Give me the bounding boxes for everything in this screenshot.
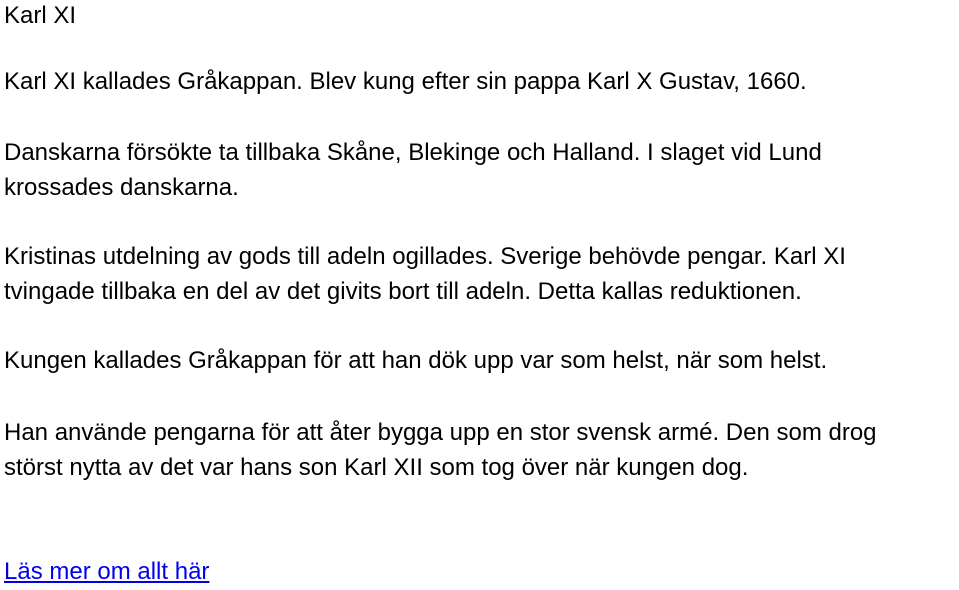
read-more-link[interactable]: Läs mer om allt här	[4, 558, 210, 585]
paragraph-5-line-2: störst nytta av det var hans son Karl XII som tog över när kungen dog.	[4, 454, 749, 481]
paragraph-3-line-2: tvingade tillbaka en del av det givits bort till adeln. Detta kallas reduktionen.	[4, 278, 802, 305]
paragraph-4-line-1: Kungen kallades Gråkappan för att han dök upp var som helst, när som helst.	[4, 347, 828, 374]
paragraph-2-line-1: Danskarna försökte ta tillbaka Skåne, Blekinge och Halland. I slaget vid Lund	[4, 139, 822, 166]
paragraph-2-line-2: krossades danskarna.	[4, 174, 239, 201]
paragraph-3-line-1: Kristinas utdelning av gods till adeln ogillades. Sverige behövde pengar. Karl XI	[4, 243, 846, 270]
page-title: Karl XI	[4, 2, 77, 29]
paragraph-1-line-1: Karl XI kallades Gråkappan. Blev kung efter sin pappa Karl X Gustav, 1660.	[4, 68, 807, 95]
paragraph-5-line-1: Han använde pengarna för att åter bygga upp en stor svensk armé. Den som drog	[4, 419, 877, 446]
